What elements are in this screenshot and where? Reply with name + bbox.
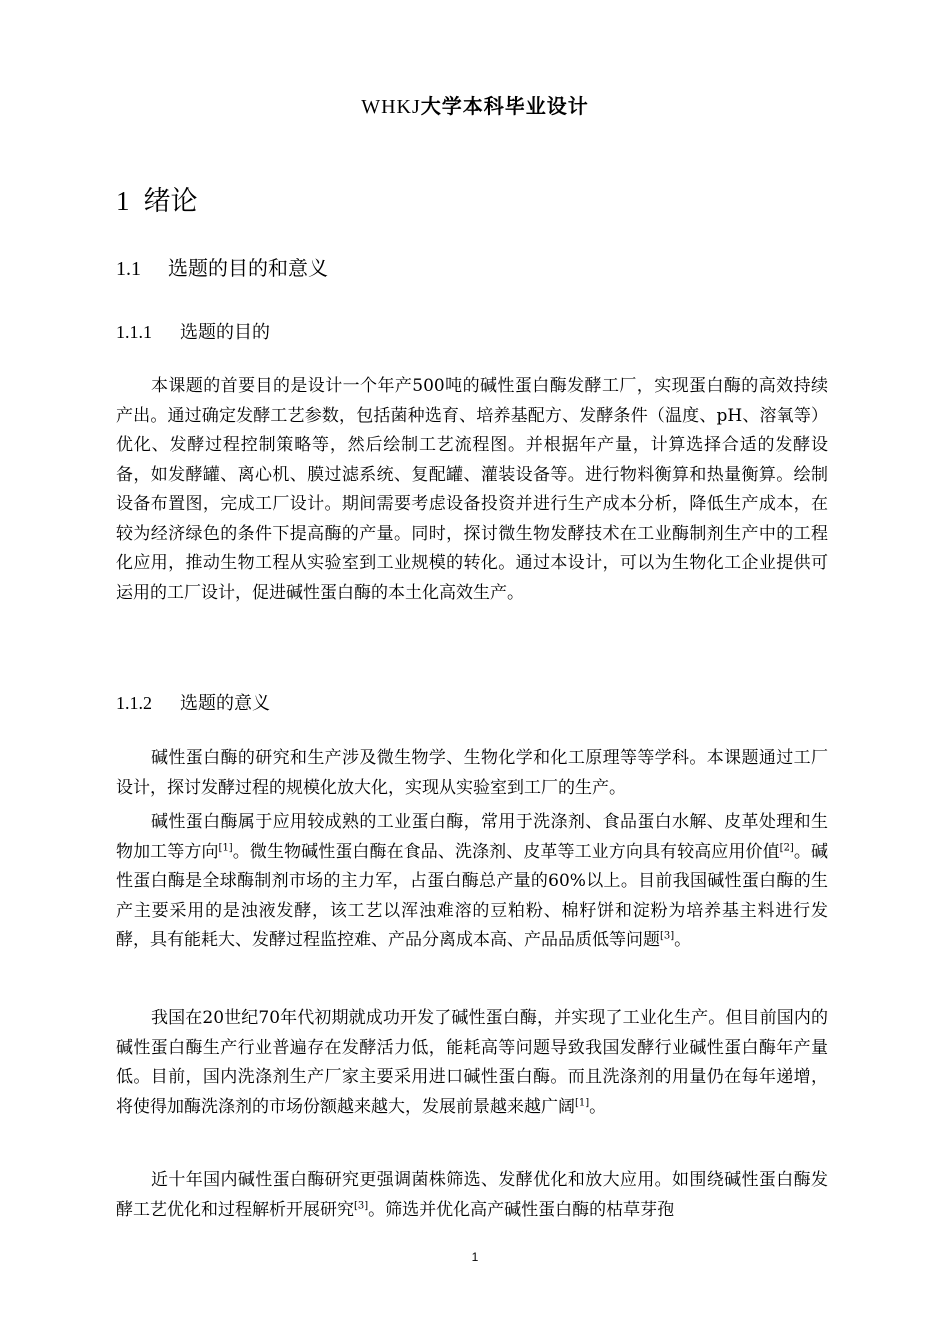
paragraph-significance-3 <box>116 1004 828 1122</box>
subsection-title: 选题的意义 <box>180 693 270 714</box>
subsection-title: 选题的目的 <box>180 322 270 343</box>
header-title-latin: WHKJ <box>361 96 421 118</box>
paragraph-text: 。碱性蛋白酶是全球酶制剂市场的主力军，占蛋白酶总产量的60%以上。目前我国碱性蛋白酶的生产主要采用的是浊液发酵，该工艺以浑浊难溶的豆粕粉、棉籽饼和淀粉为培养基主料进行发酵，具有能耗大、发酵过程监控难、产品分离成本高、产品品质低等问题 <box>116 841 829 950</box>
section-number: 1.1 <box>116 258 141 280</box>
citation-link[interactable]: [1] <box>575 1096 590 1108</box>
citation-link[interactable]: [1] <box>218 841 233 853</box>
subsection-number: 1.1.2 <box>116 693 152 713</box>
subsection-heading-significance <box>116 689 270 718</box>
paragraph-text: 近十年国内碱性蛋白酶研究更强调菌株筛选、发酵优化和放大应用。如围绕碱性蛋白酶发酵工艺优化和过程解析开展研究 <box>116 1170 828 1220</box>
citation-link[interactable]: [2] <box>779 841 794 853</box>
section-heading <box>116 254 328 283</box>
paragraph-significance-2 <box>116 808 828 956</box>
citation-link[interactable]: [3] <box>660 930 675 942</box>
citation-link[interactable]: [3] <box>354 1199 369 1211</box>
paragraph-text: 。 <box>674 930 692 950</box>
paragraph-text: 。筛选并优化高产碱性蛋白酶的枯草芽孢 <box>368 1199 675 1220</box>
page-number: 1 <box>471 1250 479 1264</box>
paragraph-significance-4 <box>116 1166 828 1225</box>
chapter-heading <box>116 183 198 220</box>
subsection-number: 1.1.1 <box>116 322 152 342</box>
chapter-title: 绪论 <box>143 186 198 217</box>
chapter-number: 1 <box>116 186 130 216</box>
paragraph-text: 。微生物碱性蛋白酶在食品、洗涤剂、皮革等工业方向具有较高应用价值 <box>232 841 780 862</box>
page-header <box>0 92 950 121</box>
section-title: 选题的目的和意义 <box>168 256 328 280</box>
paragraph-text: 。 <box>589 1096 607 1117</box>
paragraph-text: 我国在20世纪70年代初期就成功开发了碱性蛋白酶，并实现了工业化生产。但目前国内的碱性蛋白酶生产行业普遍存在发酵活力低，能耗高等问题导致我国发酵行业碱性蛋白酶年产量低。目前，国内洗涤剂生产厂家主要采用进口碱性蛋白酶。而且洗涤剂的用量仍在每年递增，将使得加酶洗涤剂的市场份额越来越大，发展前景越来越广阔 <box>116 1008 828 1117</box>
paragraph-text: 碱性蛋白酶属于应用较成熟的工业蛋白酶，常用于洗涤剂、食品蛋白水解、皮革处理和生物加工等方向 <box>116 812 828 862</box>
paragraph-purpose: 本课题的首要目的是设计一个年产500吨的碱性蛋白酶发酵工厂，实现蛋白酶的高效持续产出。通过确定发酵工艺参数，包括菌种选育、培养基配方、发酵条件（温度、pH、溶氧等）优化、发酵过程控制策略等，然后绘制工艺流程图。并根据年产量，计算选择合适的发酵设备，如发酵罐、离心机、膜过滤系统、复配罐、灌装设备等。进行物料衡算和热量衡算。绘制设备布置图，完成工厂设计。期间需要考虑设备投资并进行生产成本分析，降低生产成本，在较为经济绿色的条件下提高酶的产量。同时，探讨微生物发酵技术在工业酶制剂生产中的工程化应用，推动生物工程从实验室到工业规模的转化。通过本设计，可以为生物化工企业提供可运用的工厂设计，促进碱性蛋白酶的本土化高效生产。 <box>116 376 828 603</box>
header-title-cn: 大学本科毕业设计 <box>420 94 589 118</box>
paragraph-significance-1: 碱性蛋白酶的研究和生产涉及微生物学、生物化学和化工原理等等学科。本课题通过工厂设计，探讨发酵过程的规模化放大化，实现从实验室到工厂的生产。 <box>116 748 828 798</box>
subsection-heading-purpose <box>116 318 270 347</box>
